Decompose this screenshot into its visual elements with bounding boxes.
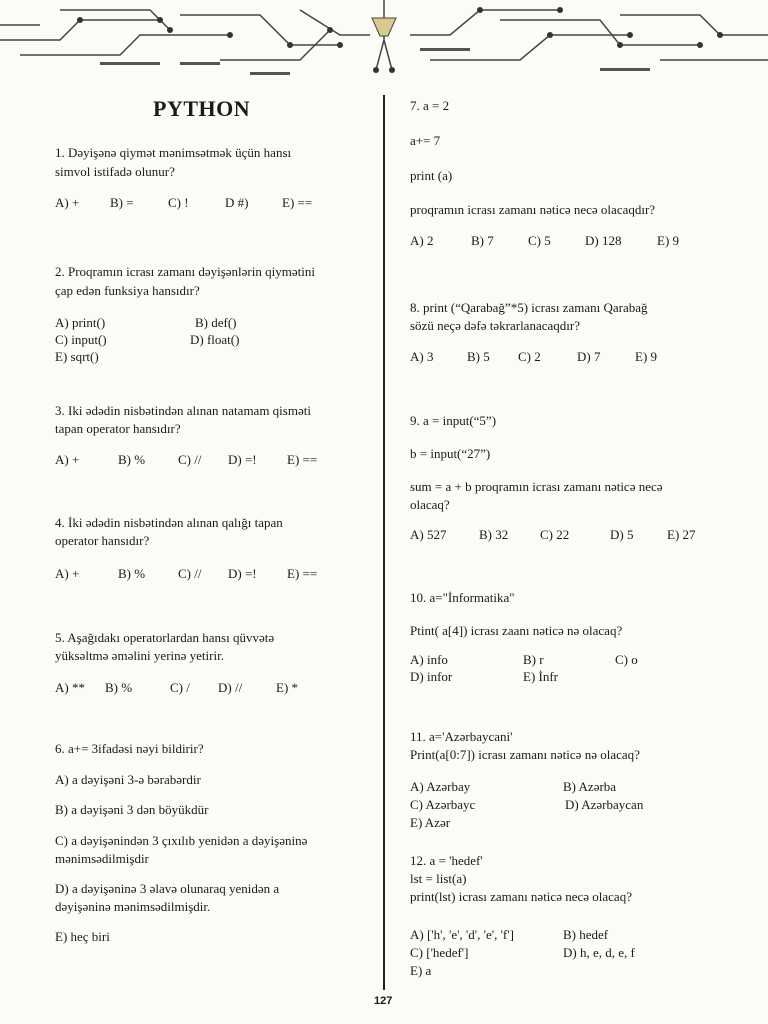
q12-option-b: B) hedef: [563, 927, 609, 942]
question-5-text-cont: yüksəltmə əməlini yerinə yetirir.: [55, 648, 224, 663]
q3-option-e: E) ==: [287, 452, 318, 467]
q8-option-d: D) 7: [577, 349, 601, 364]
question-4-text-cont: operator hansıdır?: [55, 533, 150, 548]
q7-option-b: B) 7: [471, 233, 494, 248]
q4-option-d: D) =!: [228, 566, 257, 581]
q1-option-a: A) +: [55, 195, 80, 210]
q1-option-e: E) ==: [282, 195, 313, 210]
q7-option-a: A) 2: [410, 233, 434, 248]
q8-option-a: A) 3: [410, 349, 434, 364]
q6-option-b: B) a dəyişəni 3 dən böyükdür: [55, 802, 209, 817]
q9-option-d: D) 5: [610, 527, 634, 542]
q11-option-b: B) Azərba: [563, 779, 617, 794]
question-3-text-cont: tapan operator hansıdır?: [55, 421, 181, 436]
question-9-code-1: 9. a = input(“5”): [410, 413, 497, 428]
question-11-code: 11. a='Azərbaycani': [410, 729, 513, 744]
q2-option-e: E) sqrt(): [55, 349, 99, 364]
q8-option-b: B) 5: [467, 349, 490, 364]
question-11-text: Print(a[0:7]) icrası zamanı nəticə nə olacaq?: [410, 747, 640, 762]
q6-option-d-cont: dəyişəninə mənimsədilmişdir.: [55, 899, 211, 914]
q10-option-d: D) infor: [410, 669, 453, 684]
question-10-code: 10. a="İnformatika": [410, 590, 515, 605]
q3-option-a: A) +: [55, 452, 80, 467]
q4-option-a: A) +: [55, 566, 80, 581]
question-7-code-3: print (a): [410, 168, 453, 183]
q10-option-e: E) İnfr: [523, 669, 559, 684]
q2-option-d: D) float(): [190, 332, 240, 347]
question-7-code-1: 7. a = 2: [410, 98, 450, 113]
q6-option-d: D) a dəyişəninə 3 əlavə olunaraq yenidən a: [55, 881, 280, 896]
q12-option-e: E) a: [410, 963, 432, 978]
page-title: PYTHON: [153, 96, 251, 121]
column-divider: [383, 95, 385, 990]
q1-option-d: D #): [225, 195, 249, 210]
question-9-code-2: b = input(“27”): [410, 446, 491, 461]
q4-option-e: E) ==: [287, 566, 318, 581]
q10-option-b: B) r: [523, 652, 544, 667]
q5-option-c: C) /: [170, 680, 190, 695]
q10-option-a: A) info: [410, 652, 448, 667]
q7-option-c: C) 5: [528, 233, 551, 248]
q6-option-c: C) a dəyişənindən 3 çıxılıb yenidən a dəyişəninə: [55, 833, 308, 848]
question-9-text: sum = a + b proqramın icrası zamanı nəticə necə: [410, 479, 663, 494]
q5-option-e: E) *: [276, 680, 299, 695]
question-5-text: 5. Aşağıdakı operatorlardan hansı qüvvətə: [55, 630, 275, 645]
question-12-text: print(lst) icrası zamanı nəticə necə olacaq?: [410, 889, 632, 904]
q9-option-b: B) 32: [479, 527, 509, 542]
page-number: 127: [374, 995, 393, 1007]
question-7-text: proqramın icrası zamanı nəticə necə olacaqdır?: [410, 202, 656, 217]
question-8-text-cont: sözü neçə dəfə təkrarlanacaqdır?: [410, 318, 580, 333]
q2-option-b: B) def(): [195, 315, 237, 330]
q8-option-e: E) 9: [635, 349, 658, 364]
question-2-text-cont: çap edən funksiya hansıdır?: [55, 283, 200, 298]
question-3-text: 3. Iki ədədin nisbətindən alınan natamam qisməti: [55, 403, 311, 418]
question-10-text: Ptint( a[4]) icrası zaanı nəticə nə olacaq?: [410, 623, 623, 638]
q2-option-c: C) input(): [55, 332, 107, 347]
q11-option-e: E) Azər: [410, 815, 451, 830]
q11-option-a: A) Azərbay: [410, 779, 471, 794]
q5-option-a: A) **: [55, 680, 85, 695]
question-8-text: 8. print (“Qarabağ”*5) icrası zamanı Qarabağ: [410, 300, 648, 315]
question-6-text: 6. a+= 3ifadəsi nəyi bildirir?: [55, 741, 204, 756]
q4-option-c: C) //: [178, 566, 202, 581]
q5-option-d: D) //: [218, 680, 243, 695]
q3-option-d: D) =!: [228, 452, 257, 467]
q12-option-a: A) ['h', 'e', 'd', 'e', 'f']: [410, 927, 514, 942]
circuit-banner-image: [0, 0, 768, 90]
q6-option-c-cont: mənimsədilmişdir: [55, 851, 149, 866]
question-7-code-2: a+= 7: [410, 133, 441, 148]
q7-option-e: E) 9: [657, 233, 680, 248]
question-1-text-cont: simvol istifadə olunur?: [55, 164, 175, 179]
q7-option-d: D) 128: [585, 233, 622, 248]
q6-option-a: A) a dəyişəni 3-ə bərabərdir: [55, 772, 201, 787]
q3-option-c: C) //: [178, 452, 202, 467]
q1-option-c: C) !: [168, 195, 189, 210]
q1-option-b: B) =: [110, 195, 134, 210]
q11-option-d: D) Azərbaycan: [565, 797, 644, 812]
question-9-text-cont: olacaq?: [410, 497, 450, 512]
question-2-text: 2. Proqramın icrası zamanı dəyişənlərin qiymətini: [55, 264, 315, 279]
q9-option-c: C) 22: [540, 527, 570, 542]
q11-option-c: C) Azərbayc: [410, 797, 476, 812]
q5-option-b: B) %: [105, 680, 133, 695]
question-12-code-1: 12. a = 'hedef': [410, 853, 483, 868]
q10-option-c: C) o: [615, 652, 638, 667]
q6-option-e: E) heç biri: [55, 929, 110, 944]
q9-option-e: E) 27: [667, 527, 696, 542]
q12-option-d: D) h, e, d, e, f: [563, 945, 635, 960]
q3-option-b: B) %: [118, 452, 146, 467]
question-1-text: 1. Dəyişənə qiymət mənimsətmək üçün hansı: [55, 145, 292, 160]
q8-option-c: C) 2: [518, 349, 541, 364]
q4-option-b: B) %: [118, 566, 146, 581]
q2-option-a: A) print(): [55, 315, 106, 330]
q9-option-a: A) 527: [410, 527, 447, 542]
q12-option-c: C) ['hedef']: [410, 945, 469, 960]
question-4-text: 4. İki ədədin nisbətindən alınan qalığı tapan: [55, 515, 283, 530]
question-12-code-2: lst = list(a): [410, 871, 467, 886]
